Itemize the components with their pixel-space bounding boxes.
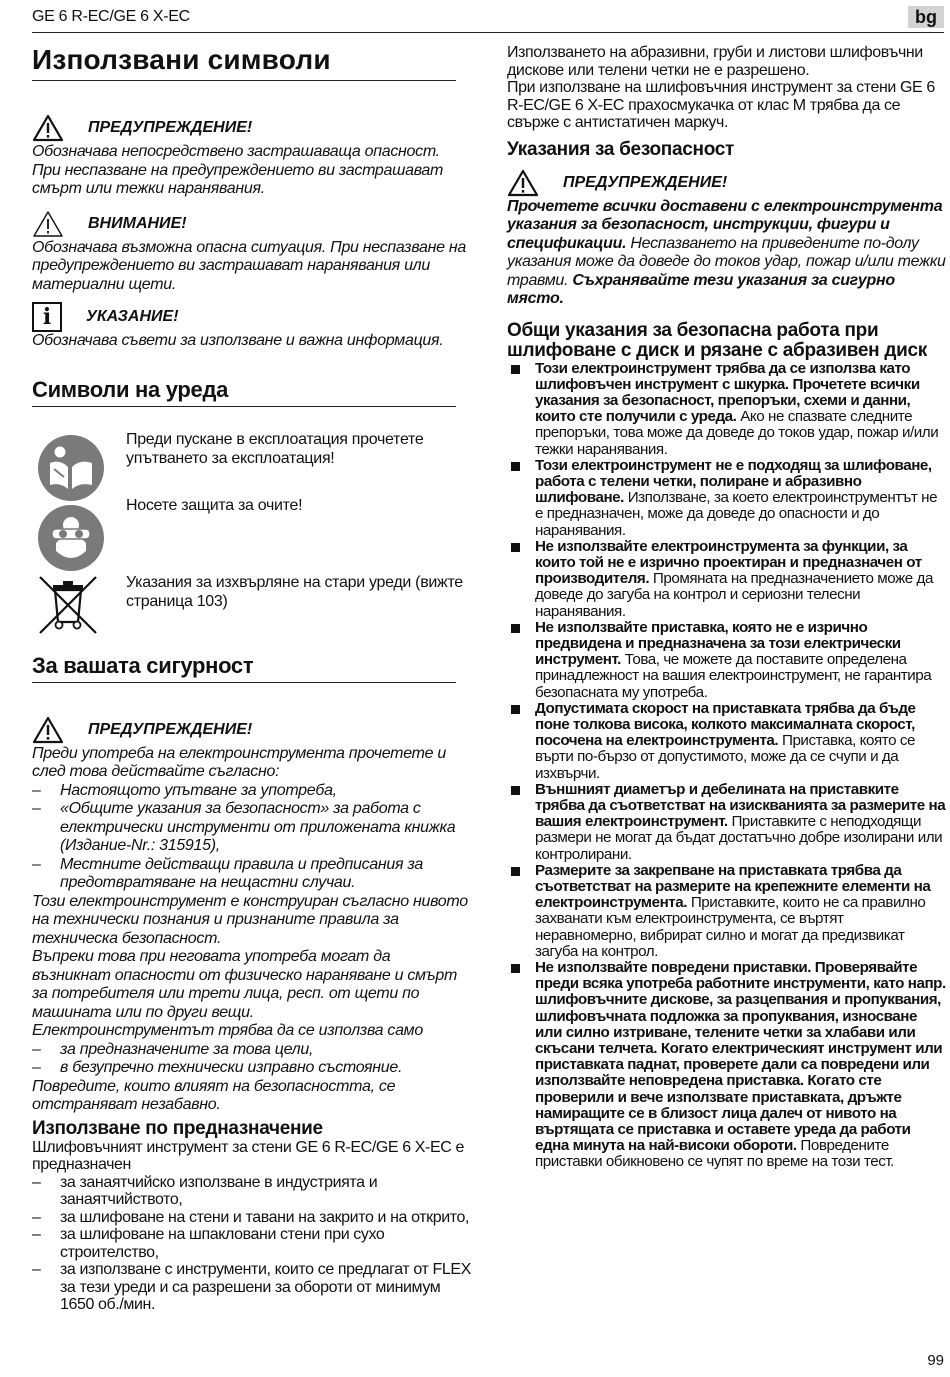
list-item: – в безупречно технически изправно състояние. [32,1059,472,1078]
list-item [507,458,947,539]
caution-notice-head [32,209,472,239]
safety-instructions-warning-head [507,168,947,198]
header-title: GE 6 R-EC/GE 6 X-EC [32,8,190,25]
safety-instructions-text [507,198,947,309]
warning-triangle-icon [32,210,64,238]
normal-text: Приставка, която се върти по-бързо от допустимото, може да се счупи и да изхвърчи. [535,732,916,782]
note-text: Обозначава съвети за използване и важна информация. [32,332,444,349]
bold-text: Не използвайте повредени приставки. Проверявайте преди всяка употреба работните инструменти, като напр. шлифовъчните дискове, за разцепвания и пропуквания, шлифовъчната подложка за пропуквания, износване или силно изтриване, телените четки за хлабави или скъсани телчета. Когато електрическият инструмент или приставката паднат, проверете дали са повредени или използвайте неповредена приставка. Когато сте проверили и вече използвате приставката, дръжте намиращите се в близост лица далеч от нивото на въртящата се приставка и оставете уреда да работи една минута на най-високи обороти. [535,959,946,1155]
list-item [507,960,947,1171]
page-number: 99 [927,1352,944,1369]
general-safety-bullets [507,361,947,1171]
warning-text: Обозначава непосредствено застрашаваща опасност. При неспазване на предупреждението ви застрашават смърт или тежки наранявания. [32,143,444,197]
safety-paragraph: Този електроинструмент е конструиран съгласно нивото на технически познания и признаните правила за техническа безопасност. [32,892,468,947]
list-item [507,620,947,701]
intended-use-paragraph: Използването на абразивни, груби и листови шлифовъчни дискове или телени четки не е разрешено. [507,44,923,79]
list-item [507,361,947,458]
device-symbol-text: Носете защита за очите! [126,496,303,514]
safety-title: За вашата сигурност [32,653,456,683]
list-item: – за предназначените за това цели, [32,1041,472,1060]
normal-text: Неспазването на приведените по-долу указания може да доведе до токов удар, пожар и/или тежки травми. [507,234,946,289]
safety-list-2 [32,1041,472,1078]
device-symbol-row [32,430,472,503]
safety-warning-label: ПРЕДУПРЕЖДЕНИЕ! [88,720,253,738]
bold-text: Не използвайте приставка, която не е изрично предвидена и предназначена за този електрически инструмент. [535,618,901,669]
device-symbol-row [32,573,472,643]
general-safety-title-line1: Общи указания за безопасна работа при [507,319,879,341]
safety-intro: Преди употреба на електроинструмента прочетете и след това действайте съгласно: [32,744,446,780]
note-notice-head [32,302,472,332]
list-item: – за занаятчийско използване в индустрията и занаятчийството, [32,1174,472,1209]
list-item [507,863,947,960]
note-label: УКАЗАНИЕ! [86,308,179,325]
list-item: – за шлифоване на шпакловани стени при сухо строителство, [32,1226,472,1261]
normal-text: Ако не спазвате следните препоръки, това може да доведе до токов удар, пожар и/или тежки наранявания. [535,408,939,458]
info-icon: i [32,302,62,332]
warning-triangle-icon [32,716,64,744]
safety-warning-head [32,715,472,745]
warning-triangle-icon [507,169,539,197]
normal-text: Това, че можете да поставите определена принадлежност на вашия електроинструмент, не гарантира безопасната му употреба. [535,651,932,701]
left-column [32,44,472,1314]
bold-text: Външният диаметър и дебелината на приставките трябва да съответстват на изискванията за размерите на вашия електроинструмент. [535,780,946,831]
language-tab: bg [908,6,944,28]
list-item: – Местните действащи правила и предписания за предотвратяване на нещастни случаи. [32,856,472,893]
safety-paragraph: Повредите, които влияят на безопасността, се отстраняват незабавно. [32,1077,396,1113]
list-item [507,701,947,782]
bold-text: Допустимата скорост на приставката трябва да бъде поне толкова висока, колкото максималната скорост, посочена на електроинструмента. [535,699,916,750]
normal-text: Използване, за което електроинструментът не е предназначен, може да доведе до опасности и до наранявания. [535,489,938,539]
safety-list [32,782,472,893]
list-item [507,782,947,863]
bold-text: Размерите за закрепване на приставката трябва да съответстват на размерите на крепежните елементи на електроинструмента. [535,861,931,912]
normal-text: Промяната на предназначението може да доведе до загуба на контрол и сериозни телесни наранявания. [535,570,933,620]
safety-instructions-warning-label: ПРЕДУПРЕЖДЕНИЕ! [563,173,728,191]
intended-use-list [32,1174,472,1314]
warning-notice-head [32,113,472,143]
crossed-bin-icon [36,573,106,643]
device-symbol-row [32,496,472,573]
right-column [507,44,947,1171]
eye-protection-icon [36,503,106,573]
read-manual-icon [36,433,106,503]
bold-text: Прочетете всички доставени с електроинструмента указания за безопасност, инструкции, фигури и спецификации. [507,197,943,252]
safety-paragraph: Въпреки това при неговата употреба могат да възникнат опасности от физическо нараняване и смърт за потребителя или трети лица, респ. от щети по машината или по други вещи. [32,948,457,1021]
symbols-used-title: Използвани символи [32,44,456,81]
normal-text: Приставките, които не са правилно захванати към електроинструмента, се въртят неравномерно, вибрират силно и могат да предизвикат загуба на контрол. [535,894,926,960]
caution-label: ВНИМАНИЕ! [88,214,187,232]
bold-text: Не използвайте електроинструмента за функции, за които той не е изрично проектиран и предназначен от производителя. [535,537,922,588]
caution-text: Обозначава възможна опасна ситуация. При неспазване на предупреждението ви застрашават наранявания или материални щети. [32,238,466,293]
page-header [32,6,944,33]
list-item: – «Общите указания за безопасност» за работа с електрически инструменти от приложената книжка (Издание-Nr.: 315915), [32,800,472,856]
safety-paragraph: Електроинструментът трябва да се използва само [32,1022,423,1039]
normal-text: Приставките с неподходящи размери не могат да бъдат достатъчно добре изолирани или контролирани. [535,813,943,863]
device-symbol-text: Преди пускане в експлоатация прочетете упътването за експлоатация! [126,430,424,467]
intended-use-title: Използване по предназначение [32,1117,323,1139]
device-symbol-text: Указания за изхвърляне на стари уреди (вижте страница 103) [126,573,463,610]
list-item [507,539,947,620]
safety-instructions-title: Указания за безопасност [507,138,735,160]
normal-text: Повредените приставки обикновено се чупят по време на този тест. [535,1137,894,1171]
bold-text: Този електроинструмент трябва да се използва като шлифовъчен инструмент с шкурка. Прочетете всички указания за безопасност, препоръки, схеми и данни, които сте получили с уреда. [535,359,920,426]
list-item: – за използване с инструменти, които се предлагат от FLEX за тези уреди и са разрешени за обороти от минимум 1650 об./мин. [32,1261,472,1314]
intended-use-paragraph: При използване на шлифовъчния инструмент за стени GE 6 R-EC/GE 6 X-EC прахосмукачка от клас M трябва да се свърже с антистатичен маркуч. [507,79,935,131]
bold-text: Съхранявайте тези указания за сигурно място. [507,271,895,307]
bold-text: Този електроинструмент не е подходящ за шлифоване, работа с телени четки, полиране и абразивно шлифоване. [535,456,932,507]
warning-triangle-icon [32,114,64,142]
general-safety-title-line2: шлифоване с диск и рязане с абразивен диск [507,339,927,361]
list-item: – Настоящото упътване за употреба, [32,782,472,801]
warning-label: ПРЕДУПРЕЖДЕНИЕ! [88,119,253,136]
device-symbols-title: Символи на уреда [32,377,456,407]
intended-use-intro: Шлифовъчният инструмент за стени GE 6 R-EC/GE 6 X-EC е предназначен [32,1138,464,1173]
list-item: – за шлифоване на стени и тавани на закрито и на открито, [32,1209,472,1227]
